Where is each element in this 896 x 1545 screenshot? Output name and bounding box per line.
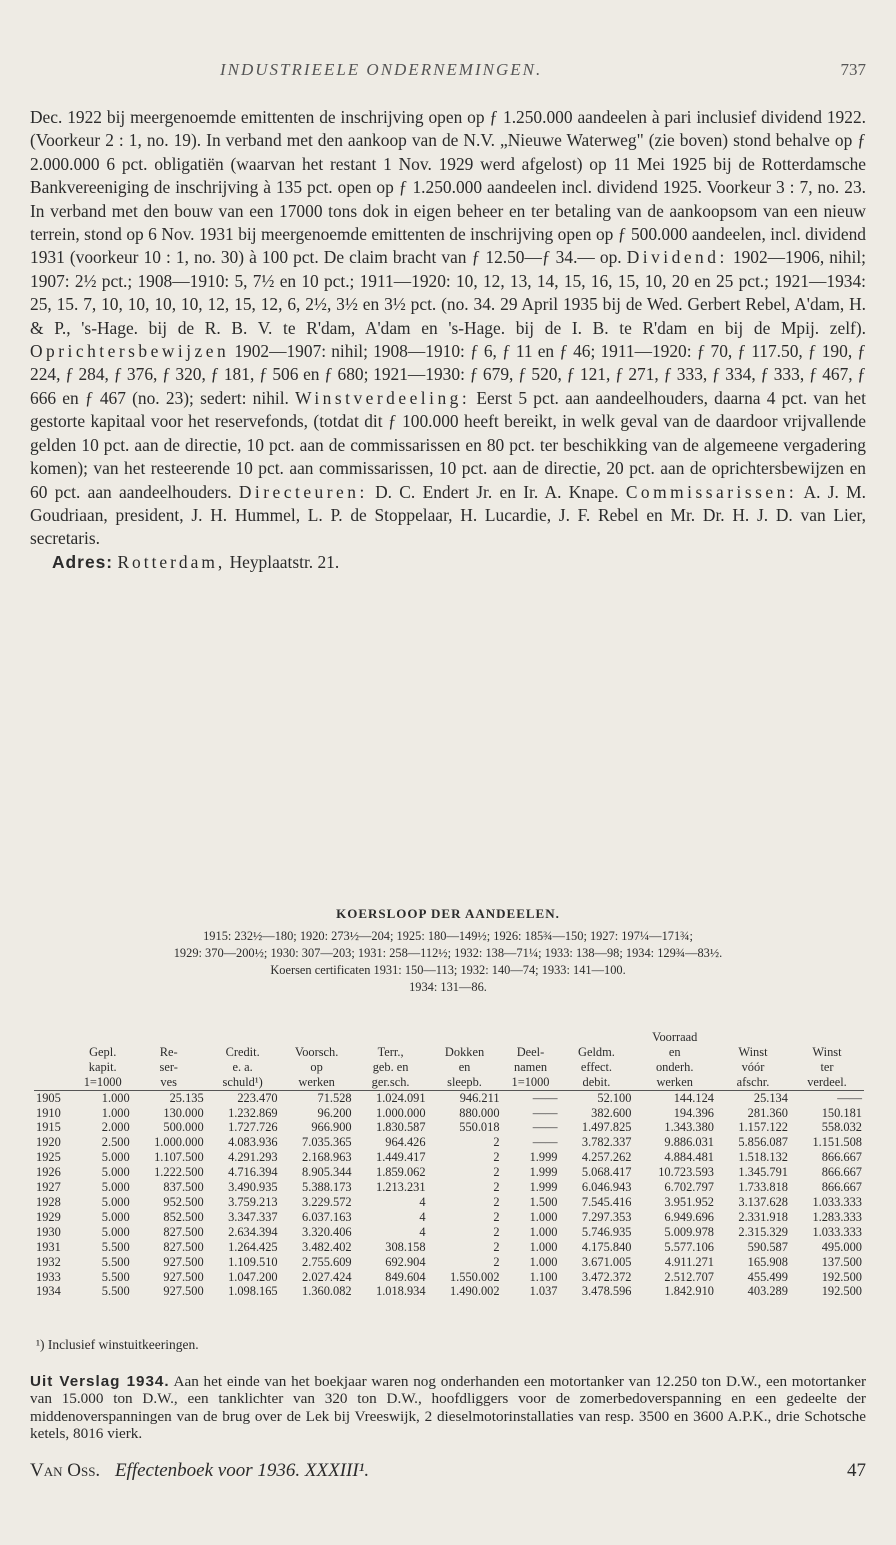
table-cell: 5.000: [101, 1165, 130, 1180]
table-cell: 2: [493, 1165, 500, 1180]
table-cell: 849.604: [385, 1269, 426, 1284]
table-cell: 1.000: [101, 1105, 130, 1120]
table-cell: 2.512.707: [664, 1269, 714, 1284]
body-paragraph: [30, 106, 866, 551]
table-cell: 1.264.425: [228, 1239, 278, 1254]
koersloop-line: Koersen certificaten 1931: 150—113; 1932: 140—74; 1933: 141—100.: [270, 963, 626, 977]
table-header: [34, 1030, 864, 1090]
table-header-row: [34, 1045, 864, 1060]
dividend-label: Dividend:: [626, 247, 728, 268]
table-row: [34, 1270, 864, 1285]
table-header-cell: 1=1000: [74, 1075, 132, 1090]
table-cell: 25.135: [169, 1090, 204, 1105]
table-cell: 1.018.934: [376, 1284, 426, 1299]
table-cell: 1.098.165: [228, 1284, 278, 1299]
table-header-cell: verdeel.: [790, 1075, 864, 1090]
table-cell: 2.755.609: [302, 1254, 352, 1269]
table-row: [34, 1284, 864, 1299]
table-header-cell: kapit.: [88, 1059, 117, 1074]
table-footnote: ¹) Inclusief winstuitkeeringen.: [36, 1337, 199, 1352]
table-cell: 1.000: [101, 1090, 130, 1105]
table-cell: 6.949.696: [664, 1209, 714, 1224]
table-cell: 1.550.002: [449, 1269, 500, 1284]
table-cell: 1.449.417: [376, 1150, 426, 1165]
table-row: [34, 1090, 864, 1105]
table-header-cell: vóór: [741, 1059, 765, 1074]
table-cell: 1.999: [529, 1150, 558, 1165]
table-cell: 192.500: [821, 1284, 862, 1299]
table-cell: 2: [493, 1150, 500, 1165]
table-cell: 165.908: [747, 1254, 788, 1269]
table-cell: 1.232.869: [228, 1105, 278, 1120]
table-cell: 382.600: [591, 1105, 632, 1120]
table-cell: 1.343.380: [664, 1120, 714, 1135]
table-cell: 964.426: [385, 1135, 426, 1150]
table-cell: 1.490.002: [449, 1284, 500, 1299]
table-header-cell: [280, 1030, 354, 1045]
table-cell: 2: [493, 1194, 500, 1209]
table-header-cell: schuld¹): [206, 1075, 280, 1090]
table-cell: 6.037.163: [302, 1209, 352, 1224]
table-cell: 1.500: [529, 1194, 558, 1209]
table-cell: 2: [493, 1254, 500, 1269]
table-header-cell: werken: [633, 1075, 716, 1090]
table-header-row: [34, 1030, 864, 1045]
table-cell: 4.083.936: [228, 1135, 278, 1150]
table-cell: 1.033.333: [812, 1224, 862, 1239]
oprichters-text: 1902—1907: nihil; 1908—1910: ƒ 6, ƒ 11 en ƒ 46; 1911—1920: ƒ 70, ƒ 117.50, ƒ 190, ƒ 224, ƒ 284, ƒ 376, ƒ 320, ƒ 181, ƒ 506 en ƒ 680; 1921—1930: ƒ 679, ƒ 520, ƒ 121, ƒ 271, ƒ 333, ƒ 334, ƒ 333, ƒ 467, ƒ 666 en ƒ 467 (no. 23); sedert: nihil.: [30, 341, 866, 408]
table-year-cell: 1905: [36, 1090, 61, 1105]
table-cell: 2: [493, 1180, 500, 1195]
table-cell: 550.018: [459, 1120, 500, 1135]
table-header-cell: afschr.: [716, 1075, 790, 1090]
table-header-cell: [354, 1030, 428, 1045]
footer-book-title: Effectenboek voor 1936. XXXIII¹.: [114, 1460, 370, 1481]
table-cell: 96.200: [317, 1105, 352, 1120]
table-year-cell: 1930: [36, 1224, 61, 1239]
table-header-cell: werken: [280, 1075, 354, 1090]
oprichters-label: Oprichtersbewijzen: [30, 341, 230, 362]
table-header-cell: Winst: [812, 1044, 842, 1059]
table-header-cell: Dokken: [444, 1044, 485, 1059]
table-cell: 3.229.572: [302, 1194, 352, 1209]
table-cell: 281.360: [747, 1105, 788, 1120]
table-cell: 866.667: [821, 1165, 862, 1180]
table-body: [34, 1090, 864, 1299]
table-year-cell: 1928: [36, 1194, 61, 1209]
table-cell: 1.047.200: [228, 1269, 278, 1284]
table-cell: 194.396: [673, 1105, 714, 1120]
table-row: [34, 1106, 864, 1121]
table-header-cell: ser-: [159, 1059, 178, 1074]
table-year-cell: 1927: [36, 1180, 61, 1195]
table-header-cell: Voorraad: [652, 1030, 698, 1044]
table-cell: 7.545.416: [581, 1194, 632, 1209]
table-cell: 3.320.406: [302, 1224, 352, 1239]
table-year-cell: 1934: [36, 1284, 61, 1299]
table-cell: 1.000: [529, 1239, 558, 1254]
table-header-cell: Deel-: [516, 1044, 545, 1059]
table-cell: 3.472.372: [581, 1269, 632, 1284]
table-cell: 5.388.173: [302, 1180, 352, 1195]
table-cell: 5.000: [101, 1180, 130, 1195]
table-header-cell: [34, 1030, 74, 1045]
table-cell: 3.482.402: [302, 1239, 352, 1254]
table-cell: 5.856.087: [738, 1135, 788, 1150]
table-cell: 927.500: [163, 1284, 204, 1299]
table-header-cell: en: [668, 1044, 681, 1059]
table-cell: 500.000: [163, 1120, 204, 1135]
koersloop-line: 1915: 232½—180; 1920: 273½—204; 1925: 180—149½; 1926: 185¾—150; 1927: 197¼—171¾;: [203, 929, 693, 943]
table-cell: 9.886.031: [664, 1135, 714, 1150]
table-cell: 8.905.344: [302, 1165, 352, 1180]
table-cell: 1.842.910: [664, 1284, 714, 1299]
table-cell: 4.291.293: [228, 1150, 278, 1165]
table-cell: 1.283.333: [812, 1209, 862, 1224]
directeuren-label: Directeuren:: [238, 481, 368, 502]
table-cell: 1.000: [529, 1224, 558, 1239]
emission-text: Dec. 1922 bij meergenoemde emittenten de inschrijving open op ƒ 1.250.000 aandeelen à pari inclusief dividend 1922. (Voorkeur 2 : 1, no. 19). In verband met den aankoop van de N.V. „Nieuwe Waterweg" (zie boven) stond behalve op ƒ 2.000.000 6 pct. obligatiën (waarvan het restant 1 Nov. 1929 werd afgelost) op 11 Mei 1925 bij de Rotterdamsche Bankvereeniging de inschrijving à 135 pct. open op ƒ 1.250.000 aandeelen incl. dividend 1925. Voorkeur 3 : 7, no. 23. In verband met den bouw van een 17000 tons dok in eigen beheer en ter betaling van de aankoopsom van een nieuw terrein, stond op 6 Nov. 1931 bij meergenoemde emittenten de inschrijving open op ƒ 500.000 aandeelen, incl. dividend 1931 (voorkeur 10 : 1, no. 30) à 100 pct. De claim bracht van ƒ 12.50—ƒ 34.— op.: [30, 107, 866, 268]
table-year-cell: 1933: [36, 1269, 61, 1284]
table-cell: 6.046.943: [581, 1180, 632, 1195]
table-cell: 2: [493, 1135, 500, 1150]
table-year-cell: 1931: [36, 1239, 61, 1254]
table-cell: 1.000.000: [376, 1105, 426, 1120]
table-cell: 1.360.082: [302, 1284, 352, 1299]
table-cell: 1.107.500: [154, 1150, 204, 1165]
table-header-cell: ger.sch.: [354, 1075, 428, 1090]
adres-line: [30, 551, 866, 574]
table-cell: 71.528: [317, 1090, 352, 1105]
page-footer: [30, 1460, 866, 1486]
table-cell: 2.027.424: [302, 1269, 352, 1284]
table-header-cell: [790, 1030, 864, 1045]
table-header-cell: Gepl.: [89, 1044, 117, 1059]
table-cell: 952.500: [163, 1194, 204, 1209]
table-row: [34, 1255, 864, 1270]
table-row: [34, 1210, 864, 1225]
table-cell: 1.830.587: [376, 1120, 426, 1135]
table-cell: 4: [419, 1209, 426, 1224]
table-header-cell: [34, 1075, 74, 1090]
table-cell: 6.702.797: [664, 1180, 714, 1195]
table-cell: 25.134: [753, 1090, 788, 1105]
financial-table: [34, 1030, 864, 1299]
table-header-cell: Voorsch.: [294, 1044, 339, 1059]
table-cell: 2.634.394: [228, 1224, 278, 1239]
table-header-cell: en: [458, 1059, 471, 1074]
table-row: [34, 1240, 864, 1255]
table-cell: 866.667: [821, 1180, 862, 1195]
table-cell: 5.000: [101, 1224, 130, 1239]
table-cell: 827.500: [163, 1224, 204, 1239]
table-cell: 2.315.329: [738, 1224, 788, 1239]
table-cell: 137.500: [821, 1254, 862, 1269]
table-cell: 495.000: [821, 1239, 862, 1254]
footer-left: [30, 1460, 369, 1482]
table-cell: 2.500: [101, 1135, 130, 1150]
table-cell: 852.500: [163, 1209, 204, 1224]
table-header-cell: Credit.: [225, 1044, 260, 1059]
table-cell: 5.577.106: [664, 1239, 714, 1254]
table-row: [34, 1150, 864, 1165]
table-cell: 3.782.337: [581, 1135, 632, 1150]
page-number: 737: [840, 60, 866, 79]
table-cell: 3.951.952: [664, 1194, 714, 1209]
table-cell: 5.500: [101, 1254, 130, 1269]
table-header-cell: Winst: [738, 1044, 768, 1059]
table-header-cell: [716, 1030, 790, 1045]
table-header-cell: e. a.: [232, 1059, 253, 1074]
table-cell: 1.000: [529, 1209, 558, 1224]
table-cell: 5.068.417: [581, 1165, 632, 1180]
table-header-cell: namen: [513, 1059, 548, 1074]
table-header-cell: [34, 1060, 74, 1075]
table-year-cell: 1915: [36, 1120, 61, 1135]
table-cell: 1.000.000: [154, 1135, 204, 1150]
verslag-section: [30, 1373, 866, 1443]
table-cell: ——: [532, 1120, 558, 1135]
table-cell: 5.500: [101, 1284, 130, 1299]
table-header-cell: [428, 1030, 502, 1045]
table-cell: 590.587: [747, 1239, 788, 1254]
table-cell: 2.000: [101, 1120, 130, 1135]
table-cell: 455.499: [747, 1269, 788, 1284]
winstverdeeling-text: Eerst 5 pct. aan aandeelhouders, daarna 4 pct. van het gestorte kapitaal voor het reservefonds, (totdat dit ƒ 100.000 heeft bereikt, in welk geval van de daardoor vrijvallende gelden 10 pct. aan de directie, 10 pct. aan de commissarissen en 80 pct. ter beschikking van de algemeene vergadering komen); van het resteerende 10 pct. aan commissarissen, 10 pct. aan de directie, 20 pct. aan de oprichtersbewijzen en 60 pct. aan aandeelhouders.: [30, 387, 866, 502]
table-cell: 7.035.365: [302, 1135, 352, 1150]
table-row: [34, 1120, 864, 1135]
table-year-cell: 1925: [36, 1150, 61, 1165]
table-cell: 1.213.231: [376, 1180, 426, 1195]
table-cell: 192.500: [821, 1269, 862, 1284]
table-cell: ——: [532, 1135, 558, 1150]
table-header-cell: effect.: [580, 1059, 612, 1074]
table-cell: 1.222.500: [154, 1165, 204, 1180]
table-year-cell: 1929: [36, 1209, 61, 1224]
footer-publisher: Van Oss.: [30, 1460, 101, 1481]
running-title: INDUSTRIEELE ONDERNEMINGEN.: [220, 60, 543, 79]
table-cell: 1.000: [529, 1254, 558, 1269]
table-cell: 4.884.481: [664, 1150, 714, 1165]
table-header-cell: [502, 1030, 560, 1045]
adres-city: Rotterdam,: [117, 551, 226, 572]
table-cell: 1.733.818: [738, 1180, 788, 1195]
table-row: [34, 1135, 864, 1150]
table-cell: 827.500: [163, 1239, 204, 1254]
table-cell: 1.157.122: [738, 1120, 788, 1135]
table-cell: 5.000: [101, 1150, 130, 1165]
table-cell: 558.032: [821, 1120, 862, 1135]
table-cell: 4: [419, 1224, 426, 1239]
table-row: [34, 1195, 864, 1210]
table-header-cell: onderh.: [655, 1059, 694, 1074]
table-header-cell: geb. en: [372, 1059, 409, 1074]
koersloop-line: 1929: 370—200½; 1930: 307—203; 1931: 258—112½; 1932: 138—71¼; 1933: 138—98; 1934: 129¾—83½.: [173, 946, 723, 960]
table-header-cell: Geldm.: [578, 1044, 615, 1059]
table-header-cell: 1=1000: [502, 1075, 560, 1090]
table-cell: ——: [837, 1090, 862, 1105]
table-cell: 3.671.005: [581, 1254, 632, 1269]
winstverdeeling-label: Winstverdeeling:: [295, 387, 471, 408]
table-cell: 927.500: [163, 1254, 204, 1269]
directeuren-text: D. C. Endert Jr. en Ir. A. Knape.: [375, 481, 619, 502]
table-year-cell: 1910: [36, 1105, 61, 1120]
table-cell: 946.211: [459, 1090, 500, 1105]
table-header-cell: [559, 1030, 633, 1045]
table-cell: 1.037: [529, 1284, 558, 1299]
table-header-cell: sleepb.: [428, 1075, 502, 1090]
adres-street: Heyplaatstr. 21.: [229, 551, 340, 572]
running-head: [30, 60, 866, 84]
table-header-cell: ter: [820, 1059, 834, 1074]
table-cell: 2: [493, 1239, 500, 1254]
verslag-label: Uit Verslag 1934.: [30, 1373, 170, 1390]
table-cell: 52.100: [597, 1090, 632, 1105]
table-cell: 880.000: [459, 1105, 500, 1120]
table-cell: 1.727.726: [228, 1120, 278, 1135]
table-cell: 1.024.091: [376, 1090, 426, 1105]
table-cell: 5.009.978: [664, 1224, 714, 1239]
table-cell: 4.257.262: [581, 1150, 632, 1165]
table-header-cell: debit.: [559, 1075, 633, 1090]
table-cell: 1.109.510: [228, 1254, 278, 1269]
table-cell: 1.859.062: [376, 1165, 426, 1180]
table-header-cell: [34, 1045, 74, 1060]
table-cell: 5.500: [101, 1269, 130, 1284]
table-cell: 7.297.353: [581, 1209, 632, 1224]
table-row: [34, 1180, 864, 1195]
table-cell: 3.759.213: [228, 1194, 278, 1209]
table-cell: 3.137.628: [738, 1194, 788, 1209]
table-cell: 3.478.596: [581, 1284, 632, 1299]
table-cell: 692.904: [385, 1254, 426, 1269]
table-cell: 1.497.825: [581, 1120, 632, 1135]
table-cell: 150.181: [821, 1105, 862, 1120]
table-cell: 3.347.337: [228, 1209, 278, 1224]
table-cell: 4.175.840: [581, 1239, 632, 1254]
table-header-row: [34, 1060, 864, 1075]
table-cell: 2: [493, 1209, 500, 1224]
table-cell: 308.158: [385, 1239, 426, 1254]
verslag-text: Aan het einde van het boekjaar waren nog onderhanden een motortanker van 12.250 ton D.W., een motortanker van 15.000 ton D.W., een tanklichter van 320 ton D.W., hoofdliggers voor de zomerbedoverspanning en een gedeelte der middenoverspanningen van de brug over de Lek bij Vreeswijk, 2 dieselmotorinstallaties van resp. 3500 en 3600 A.P.K., drie Schotsche ketels, 8016 vierk.: [30, 1373, 866, 1443]
table-cell: 927.500: [163, 1269, 204, 1284]
table-header-cell: ves: [132, 1075, 206, 1090]
table-cell: 144.124: [673, 1090, 714, 1105]
table-header-cell: [132, 1030, 206, 1045]
table-header-cell: [74, 1030, 132, 1045]
body-text: [30, 106, 866, 574]
table-header-cell: [206, 1030, 280, 1045]
table-cell: 403.289: [747, 1284, 788, 1299]
table-cell: 2: [493, 1224, 500, 1239]
table-row: [34, 1165, 864, 1180]
table-header-cell: Re-: [159, 1044, 178, 1059]
table-cell: 1.999: [529, 1180, 558, 1195]
table-cell: 10.723.593: [658, 1165, 714, 1180]
table-cell: 223.470: [237, 1090, 278, 1105]
table-cell: 1.151.508: [812, 1135, 862, 1150]
dividend-text: 1902—1906, nihil; 1907: 2½ pct.; 1908—1910: 5, 7½ en 10 pct.; 1911—1920: 10, 12, 13, 14, 15, 16, 15, 10, 20 en 25 pct.; 1921—1934: 25, 15. 7, 10, 10, 10, 10, 12, 15, 12, 6, 2½, 3½ en 3½ pct. (no. 34. 29 April 1935 bij de Wed. Gerbert Rebel, A'dam, H. & P., 's-Hage. bij de R. B. V. te R'dam, A'dam en 's-Hage. bij de I. B. te R'dam en bij de Mpij. zelf).: [30, 247, 866, 338]
table-cell: 966.900: [311, 1120, 352, 1135]
table-cell: 4: [419, 1194, 426, 1209]
koersloop-section: [30, 906, 866, 996]
commissarissen-label: Commissarissen:: [625, 481, 798, 502]
table-cell: 1.518.132: [738, 1150, 788, 1165]
table-year-cell: 1932: [36, 1254, 61, 1269]
table-row: [34, 1225, 864, 1240]
table-cell: 5.746.935: [581, 1224, 632, 1239]
table-header-cell: Terr.,: [377, 1044, 404, 1059]
table-header-cell: op: [310, 1059, 323, 1074]
koersloop-heading: KOERSLOOP DER AANDEELEN.: [336, 906, 560, 921]
table-cell: 5.500: [101, 1239, 130, 1254]
table-cell: 4.716.394: [228, 1165, 278, 1180]
table-cell: ——: [532, 1105, 558, 1120]
table-cell: 2.168.963: [302, 1150, 352, 1165]
table-cell: 1.033.333: [812, 1194, 862, 1209]
table-cell: 3.490.935: [228, 1180, 278, 1195]
table-cell: 5.000: [101, 1209, 130, 1224]
table-cell: 5.000: [101, 1194, 130, 1209]
table-header-row: [34, 1075, 864, 1090]
koersloop-line: 1934: 131—86.: [409, 980, 487, 994]
table-cell: 866.667: [821, 1150, 862, 1165]
table-cell: 1.100: [529, 1269, 558, 1284]
adres-label: Adres:: [52, 551, 114, 572]
table-cell: 1.345.791: [738, 1165, 788, 1180]
footer-sheet-number: 47: [847, 1460, 866, 1481]
table-cell: 2.331.918: [738, 1209, 788, 1224]
commissarissen-text: A. J. M. Goudriaan, president, J. H. Hummel, L. P. de Stoppelaar, H. Lucardie, J. F. Rebel en Mr. Dr. H. J. D. van Lier, secretaris.: [30, 481, 866, 549]
table-cell: 837.500: [163, 1180, 204, 1195]
table-cell: 1.999: [529, 1165, 558, 1180]
table-cell: ——: [532, 1090, 558, 1105]
table-cell: 130.000: [163, 1105, 204, 1120]
table-year-cell: 1926: [36, 1165, 61, 1180]
table-year-cell: 1920: [36, 1135, 61, 1150]
table-cell: 4.911.271: [664, 1254, 714, 1269]
